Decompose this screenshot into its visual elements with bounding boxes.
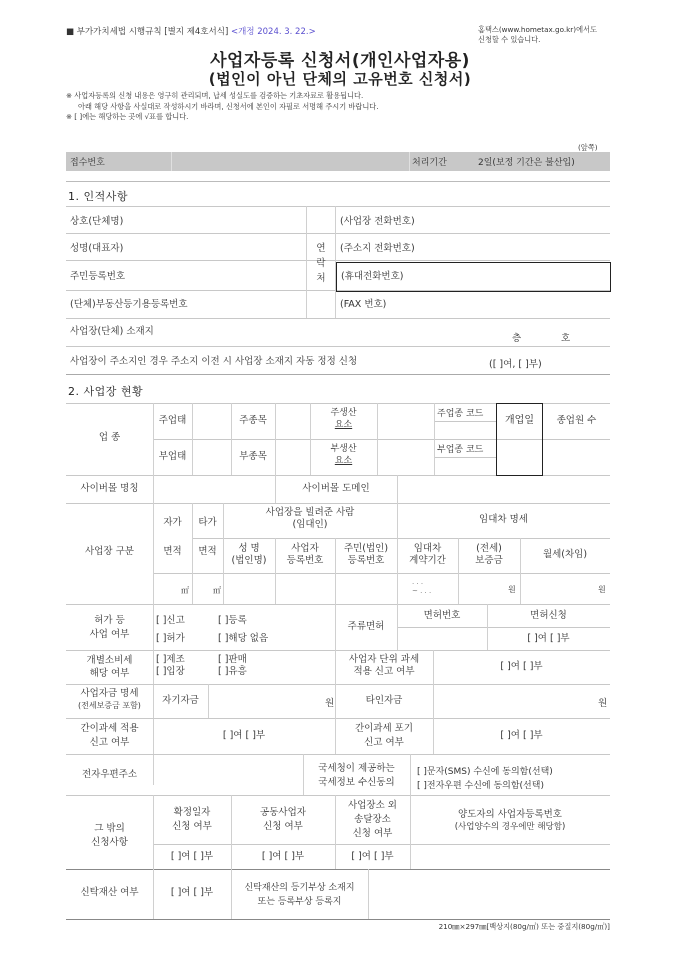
trust-label: 신탁재산 여부 bbox=[80, 887, 139, 898]
excise-opt-sale[interactable]: [ ]판매 bbox=[218, 654, 247, 665]
notice-block bbox=[66, 91, 379, 123]
receipt-bar bbox=[66, 152, 610, 171]
hometax-note-line1: 홈택스(www.hometax.go.kr)에서도 bbox=[478, 25, 597, 34]
email-label: 전자우편주소 bbox=[81, 769, 138, 780]
excise-line1: 개별소비세 bbox=[86, 655, 133, 666]
unit-tax-label bbox=[335, 654, 433, 678]
sub-type-label: 부업태 bbox=[158, 451, 187, 462]
delivery-label bbox=[335, 799, 410, 841]
own-area-label-1: 자가 bbox=[163, 517, 182, 528]
paper-spec: 210㎜×297㎜[백상지(80g/㎡) 또는 중질지(80g/㎡)] bbox=[438, 922, 610, 931]
col-line bbox=[377, 403, 378, 475]
other-funds-label: 타인자금 bbox=[365, 695, 403, 706]
fax-label: (FAX 번호) bbox=[340, 299, 387, 310]
processing-divider bbox=[409, 152, 410, 171]
consent-sms[interactable]: [ ]문자(SMS) 수신에 동의함(선택) bbox=[417, 767, 553, 777]
simple-apply-line2: 신고 여부 bbox=[89, 737, 130, 748]
home-phone-label: (주소지 전화번호) bbox=[340, 243, 415, 254]
simple-apply-line1: 간이과세 적용 bbox=[80, 723, 139, 734]
row-line bbox=[153, 573, 610, 574]
fixed-date-line1: 확정일자 bbox=[173, 807, 211, 818]
permit-opt-license[interactable]: [ ]허가 bbox=[156, 633, 185, 644]
own-funds-unit: 원 bbox=[325, 698, 335, 709]
col-line bbox=[434, 403, 435, 475]
notice-3: ※ [ ]에는 해당하는 곳에 √표를 합니다. bbox=[66, 112, 189, 121]
permit-line1: 허가 등 bbox=[94, 615, 125, 626]
delivery-line2: 송달장소 bbox=[354, 814, 391, 825]
deposit-unit: 원 bbox=[508, 585, 516, 594]
contact-char: 락 bbox=[316, 258, 326, 269]
col-line bbox=[433, 684, 434, 718]
lessor-name-label bbox=[223, 543, 275, 567]
notice-1: ※ 사업자등록의 신청 내용은 영구히 관리되며, 납세 성실도를 검증하는 기초자료로 활용됩니다. bbox=[66, 91, 364, 100]
law-reference bbox=[66, 25, 316, 37]
form-bottom-line bbox=[66, 919, 610, 920]
permit-opt-register[interactable]: [ ]등록 bbox=[218, 615, 247, 626]
employees-label: 종업원 수 bbox=[556, 415, 597, 426]
trust-options[interactable]: [ ]여 [ ]부 bbox=[170, 887, 214, 898]
revision-text: <개정 2024. 3. 22.> bbox=[230, 27, 316, 37]
lessor-bizno-line2: 등록번호 bbox=[286, 555, 324, 566]
col-line bbox=[208, 684, 209, 718]
mobile-label: (휴대전화번호) bbox=[341, 271, 404, 282]
industry-label: 업 종 bbox=[98, 432, 121, 443]
form-title: 사업자등록 신청서(개인사업자용) bbox=[210, 51, 470, 71]
permit-opt-report[interactable]: [ ]신고 bbox=[156, 615, 185, 626]
section1-bottom bbox=[66, 374, 610, 375]
sub-code-label: 부업종 코드 bbox=[437, 445, 484, 455]
lessor-rrn-line2: 등록번호 bbox=[347, 555, 385, 566]
trust-location-line1: 신탁재산의 등기부상 소재지 bbox=[244, 883, 355, 893]
funds-line1: 사업자금 명세 bbox=[80, 688, 139, 699]
row-line bbox=[192, 538, 610, 539]
joint-line2: 신청 여부 bbox=[263, 821, 303, 832]
row-line bbox=[66, 206, 610, 207]
divider bbox=[66, 181, 610, 182]
cybermall-name-label: 사이버몰 명칭 bbox=[80, 483, 139, 494]
trade-name-label: 상호(단체명) bbox=[70, 216, 124, 227]
auto-correct-label: 사업장이 주소지인 경우 주소지 이전 시 사업장 소재지 자동 정정 신청 bbox=[70, 356, 358, 367]
lessor-rrn-line1: 주민(법인) bbox=[343, 543, 389, 554]
permit-line2: 사업 여부 bbox=[89, 629, 130, 640]
simple-waive-line2: 신고 여부 bbox=[364, 737, 404, 748]
lessor-label bbox=[223, 507, 397, 531]
rent-area-label-1: 타가 bbox=[198, 517, 217, 528]
main-factor-line1: 주생산 bbox=[330, 408, 357, 418]
sub-factor-label bbox=[310, 443, 377, 467]
col-line bbox=[306, 206, 307, 318]
receipt-divider bbox=[171, 152, 172, 171]
location-label: 사업장(단체) 소재지 bbox=[70, 326, 154, 337]
transferor-line2: (사업양수의 경우에만 해당함) bbox=[454, 822, 566, 832]
joint-line1: 공동사업자 bbox=[260, 807, 306, 818]
col-line bbox=[368, 869, 369, 919]
lessor-rrn-label bbox=[335, 543, 397, 567]
col-line bbox=[231, 403, 232, 475]
fixed-date-label bbox=[153, 806, 231, 834]
rrn-label: 주민등록번호 bbox=[70, 271, 126, 282]
auto-correct-options[interactable]: ([ ]여, [ ]부) bbox=[489, 359, 542, 370]
fixed-date-line2: 신청 여부 bbox=[172, 821, 212, 832]
unit-tax-line1: 사업자 단위 과세 bbox=[348, 654, 420, 665]
row-line bbox=[66, 684, 610, 685]
notice-2: 아래 해당 사항을 사실대로 작성하시기 바라며, 신청서에 본인이 자필로 서명해 주시기 바랍니다. bbox=[78, 101, 379, 111]
row-line bbox=[66, 754, 610, 755]
page-side: (앞쪽) bbox=[578, 143, 598, 152]
nts-consent-line2: 국세정보 수신동의 bbox=[318, 777, 395, 788]
row-line bbox=[66, 650, 610, 651]
excise-label bbox=[66, 654, 153, 680]
delivery-options[interactable]: [ ]여 [ ]부 bbox=[351, 851, 394, 862]
row-line bbox=[66, 260, 610, 261]
liquor-label: 주류면허 bbox=[347, 621, 385, 632]
name-label: 성명(대표자) bbox=[70, 243, 124, 254]
license-apply-options[interactable]: [ ]여 [ ]부 bbox=[527, 633, 570, 644]
excise-opt-entertainment[interactable]: [ ]유흥 bbox=[218, 666, 247, 677]
rent-area-label-2: 면적 bbox=[198, 546, 217, 557]
trust-location-label bbox=[231, 881, 368, 909]
permit-opt-none[interactable]: [ ]해당 없음 bbox=[218, 633, 269, 644]
unit-tax-line2: 적용 신고 여부 bbox=[353, 666, 415, 677]
row-line bbox=[66, 604, 610, 605]
row-line bbox=[434, 421, 496, 422]
sub-item-label: 부종목 bbox=[239, 451, 267, 462]
excise-opt-admission[interactable]: [ ]입장 bbox=[156, 666, 185, 677]
row-line bbox=[66, 318, 610, 319]
section2-title: 2. 사업장 현황 bbox=[68, 385, 144, 398]
sub-factor-line1: 부생산 bbox=[330, 444, 357, 454]
receipt-no-label: 접수번호 bbox=[70, 158, 105, 168]
rent-area-unit: ㎡ bbox=[213, 586, 221, 595]
col-line bbox=[397, 475, 398, 503]
other-requests-line1: 그 밖의 bbox=[94, 823, 125, 834]
form-subtitle: (법인이 아닌 단체의 고유번호 신청서) bbox=[208, 70, 472, 88]
simple-waive-line1: 간이과세 포기 bbox=[354, 723, 414, 734]
deposit-line1: (전세) bbox=[476, 543, 502, 554]
other-requests-line2: 신청사항 bbox=[91, 837, 128, 848]
lease-period-placeholder: . . . ~ . . . bbox=[412, 578, 432, 595]
row-line bbox=[153, 844, 610, 845]
own-funds-label: 자기자금 bbox=[162, 695, 199, 706]
law-ref-text: ■ 부가가치세법 시행규칙 [별지 제4호서식] bbox=[66, 27, 229, 37]
cybermall-domain-label: 사이버몰 도메인 bbox=[302, 483, 370, 494]
monthly-rent-label: 월세(차임) bbox=[542, 549, 588, 560]
lessor-line2: (임대인) bbox=[292, 519, 328, 530]
row-line bbox=[66, 795, 610, 796]
lessor-name-line1: 성 명 bbox=[238, 543, 260, 554]
unit-tax-options[interactable]: [ ]여 [ ]부 bbox=[500, 661, 543, 672]
own-area-label-2: 면적 bbox=[163, 546, 182, 557]
funds-line2: (전세보증금 포함) bbox=[78, 701, 141, 710]
processing-label: 처리기간 bbox=[412, 158, 447, 168]
realestate-no-label: (단체)부동산등기용등록번호 bbox=[70, 299, 188, 310]
delivery-line3: 신청 여부 bbox=[352, 828, 393, 839]
consent-email[interactable]: [ ]전자우편 수신에 동의함(선택) bbox=[417, 781, 544, 791]
fixed-date-options[interactable]: [ ]여 [ ]부 bbox=[170, 851, 214, 862]
row-line bbox=[66, 869, 610, 870]
unit-label: 호 bbox=[561, 333, 571, 344]
joint-options[interactable]: [ ]여 [ ]부 bbox=[261, 851, 305, 862]
lessor-line1: 사업장을 빌려준 사람 bbox=[265, 507, 355, 518]
nts-consent-line1: 국세청이 제공하는 bbox=[318, 763, 395, 774]
trust-location-line2: 또는 등록부상 등록지 bbox=[257, 897, 342, 907]
processing-value: 2일(보정 기간은 불산입) bbox=[478, 158, 575, 168]
row-line bbox=[397, 627, 610, 628]
contact-char: 처 bbox=[316, 273, 326, 284]
hometax-note bbox=[478, 25, 597, 45]
biz-phone-label: (사업장 전화번호) bbox=[340, 216, 415, 227]
floor-label: 층 bbox=[512, 333, 522, 344]
main-type-label: 주업태 bbox=[158, 415, 187, 426]
joint-label bbox=[231, 806, 335, 834]
row-line bbox=[66, 718, 610, 719]
lessor-name-line2: (법인명) bbox=[231, 555, 267, 566]
transferor-label bbox=[410, 808, 610, 834]
row-line bbox=[434, 457, 496, 458]
hometax-note-line2: 신청할 수 있습니다. bbox=[478, 35, 541, 44]
rent-unit: 원 bbox=[598, 585, 606, 594]
lessor-bizno-line1: 사업자 bbox=[291, 543, 319, 554]
simple-apply-options[interactable]: [ ]여 [ ]부 bbox=[222, 730, 266, 741]
row-line bbox=[66, 233, 610, 234]
simple-waive-label bbox=[335, 722, 433, 750]
other-funds-unit: 원 bbox=[598, 698, 608, 709]
deposit-label bbox=[458, 543, 520, 567]
lease-detail-label: 임대차 명세 bbox=[479, 514, 528, 525]
excise-line2: 해당 여부 bbox=[89, 668, 130, 679]
other-requests-label bbox=[66, 822, 153, 850]
section1-title: 1. 인적사항 bbox=[68, 190, 128, 203]
open-date-field[interactable] bbox=[496, 403, 543, 476]
contact-char: 연 bbox=[316, 243, 326, 254]
lessor-bizno-label bbox=[275, 543, 335, 567]
delivery-line1: 사업장소 외 bbox=[348, 800, 397, 811]
deposit-line2: 보증금 bbox=[475, 555, 503, 566]
transferor-line1: 양도자의 사업자등록번호 bbox=[458, 809, 562, 820]
main-code-label: 주업종 코드 bbox=[437, 409, 484, 419]
lease-period-line1: 임대차 bbox=[413, 543, 442, 554]
license-no-label: 면허번호 bbox=[423, 610, 461, 621]
permit-label bbox=[66, 614, 153, 642]
premises-type-label: 사업장 구분 bbox=[85, 546, 134, 557]
col-line bbox=[275, 403, 276, 475]
simple-apply-label bbox=[66, 722, 153, 750]
license-apply-label: 면허신청 bbox=[530, 610, 567, 621]
lease-period-line2: 계약기간 bbox=[409, 555, 446, 566]
lease-period-label bbox=[397, 543, 458, 567]
simple-waive-options[interactable]: [ ]여 [ ]부 bbox=[500, 730, 543, 741]
nts-consent-label bbox=[303, 762, 410, 790]
row-line bbox=[66, 346, 610, 347]
contact-label bbox=[310, 241, 332, 286]
excise-opt-manufacture[interactable]: [ ]제조 bbox=[156, 654, 185, 665]
funds-label bbox=[66, 688, 153, 712]
col-line bbox=[520, 538, 521, 604]
open-date-label: 개업일 bbox=[505, 415, 534, 426]
main-factor-line2: 요소 bbox=[334, 420, 353, 430]
main-factor-label bbox=[310, 407, 377, 431]
own-area-unit: ㎡ bbox=[181, 586, 189, 595]
col-line bbox=[410, 754, 411, 795]
row-line bbox=[66, 503, 610, 504]
sub-factor-line2: 요소 bbox=[334, 456, 353, 466]
main-item-label: 주종목 bbox=[239, 415, 267, 426]
col-line bbox=[192, 403, 193, 475]
